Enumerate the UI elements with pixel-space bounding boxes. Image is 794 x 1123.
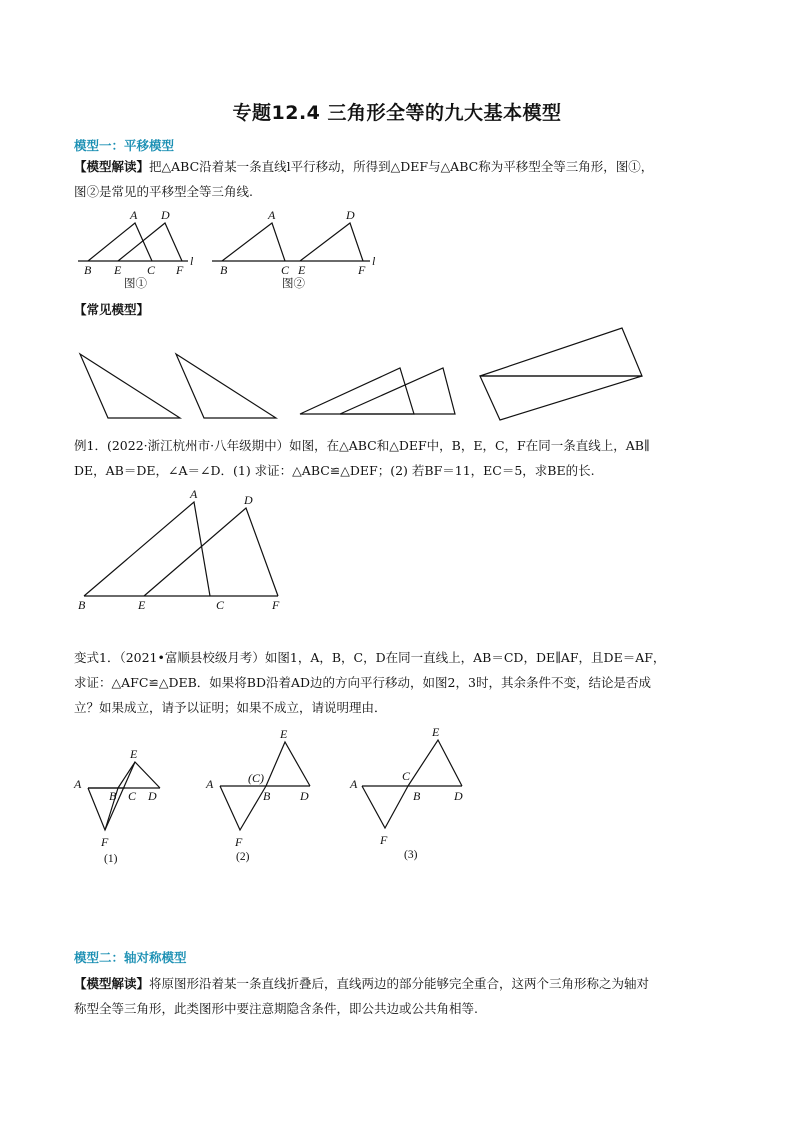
explain-tag: 【模型解读】 — [74, 976, 150, 991]
label-C: C — [402, 769, 411, 783]
label-C: C — [128, 789, 137, 803]
label-B: B — [109, 789, 117, 803]
variant1-text — [74, 645, 734, 720]
model1-heading: 模型一：平移模型 — [74, 138, 175, 153]
label-A: A — [268, 208, 276, 222]
label-C: C — [216, 598, 225, 612]
label-E: E — [298, 263, 306, 277]
label-B: B — [220, 263, 228, 277]
label-D: D — [161, 208, 170, 222]
label-A: A — [130, 208, 138, 222]
label-E: E — [432, 725, 440, 739]
label-F: F — [272, 598, 280, 612]
explain-line1: 把△ABC沿着某一条直线l平行移动，所得到△DEF与△ABC称为平移型全等三角形，图①， — [149, 159, 654, 174]
label-B: B — [84, 263, 92, 277]
label-F: F — [380, 833, 388, 847]
label-A: A — [206, 777, 214, 791]
example1-figure — [70, 488, 300, 618]
explain-line1: 将原图形沿着某一条直线折叠后，直线两边的部分能够完全重合，这两个三角形称之为轴对 — [149, 976, 650, 991]
figure-1 — [78, 208, 194, 290]
label-l: l — [372, 254, 376, 268]
label-D: D — [300, 789, 309, 803]
label-F: F — [358, 263, 366, 277]
label-B: B — [78, 598, 86, 612]
label-D: D — [346, 208, 355, 222]
model2-heading: 模型二：轴对称模型 — [74, 950, 187, 965]
label-B: B — [413, 789, 421, 803]
label-E: E — [280, 727, 288, 741]
example1-line1: 例1．(2022·浙江杭州市·八年级期中）如图，在△ABC和△DEF中，B，E，C，F在同一条直线上，AB∥ — [74, 438, 650, 453]
explain-line2: 称型全等三角形，此类图形中要注意期隐含条件，即公共边或公共角相等. — [74, 1001, 478, 1016]
variant-figure-3 — [349, 725, 463, 861]
example1-text — [74, 433, 734, 483]
common-model-2 — [300, 368, 455, 414]
caption-variant-fig1: (1) — [104, 853, 118, 865]
label-E: E — [138, 598, 146, 612]
label-l: l — [190, 254, 194, 268]
caption-variant-fig3: (3) — [404, 849, 418, 861]
label-E: E — [130, 747, 138, 761]
explain-tag: 【模型解读】 — [74, 159, 150, 174]
example1-line2: DE，AB＝DE，∠A＝∠D．(1) 求证：△ABC≌△DEF；(2) 若BF＝11，EC＝5，求BE的长. — [74, 463, 595, 478]
figure-2 — [212, 208, 376, 290]
caption-fig1: 图① — [124, 278, 147, 290]
variant1-line3: 立？如果成立，请予以证明；如果不成立，请说明理由． — [74, 700, 387, 715]
model2-explanation — [74, 971, 734, 1021]
caption-variant-fig2: (2) — [236, 851, 250, 863]
label-C: (C) — [248, 771, 264, 785]
label-A: A — [350, 777, 358, 791]
label-D: D — [454, 789, 463, 803]
common-models-tag: 【常见模型】 — [74, 302, 150, 317]
explain-line2: 图②是常见的平移型全等三角线. — [74, 184, 253, 199]
translation-figures-1-2 — [70, 205, 400, 295]
common-model-3 — [480, 328, 642, 420]
page-title: 专题12.4 三角形全等的九大基本模型 — [232, 102, 562, 124]
variant-figure-2 — [205, 727, 310, 863]
label-E: E — [114, 263, 122, 277]
variant1-line1: 变式1．（2021•富顺县校级月考）如图1，A，B，C，D在同一直线上，AB＝CD，DE∥AF，且DE＝AF， — [74, 650, 666, 665]
model1-explanation — [74, 154, 724, 204]
label-D: D — [148, 789, 157, 803]
common-models-figures — [70, 322, 650, 422]
label-A: A — [74, 777, 82, 791]
common-model-1 — [80, 354, 276, 418]
label-F: F — [176, 263, 184, 277]
variant1-figures — [70, 722, 490, 872]
label-B: B — [263, 789, 271, 803]
label-C: C — [281, 263, 290, 277]
label-F: F — [101, 835, 109, 849]
variant1-line2: 求证：△AFC≌△DEB．如果将BD沿着AD边的方向平行移动，如图2，3时，其余条件不变，结论是否成 — [74, 675, 651, 690]
caption-fig2: 图② — [282, 278, 305, 290]
variant-figure-1 — [73, 747, 160, 865]
label-A: A — [190, 488, 198, 501]
label-F: F — [235, 835, 243, 849]
label-C: C — [147, 263, 156, 277]
label-D: D — [244, 493, 253, 507]
